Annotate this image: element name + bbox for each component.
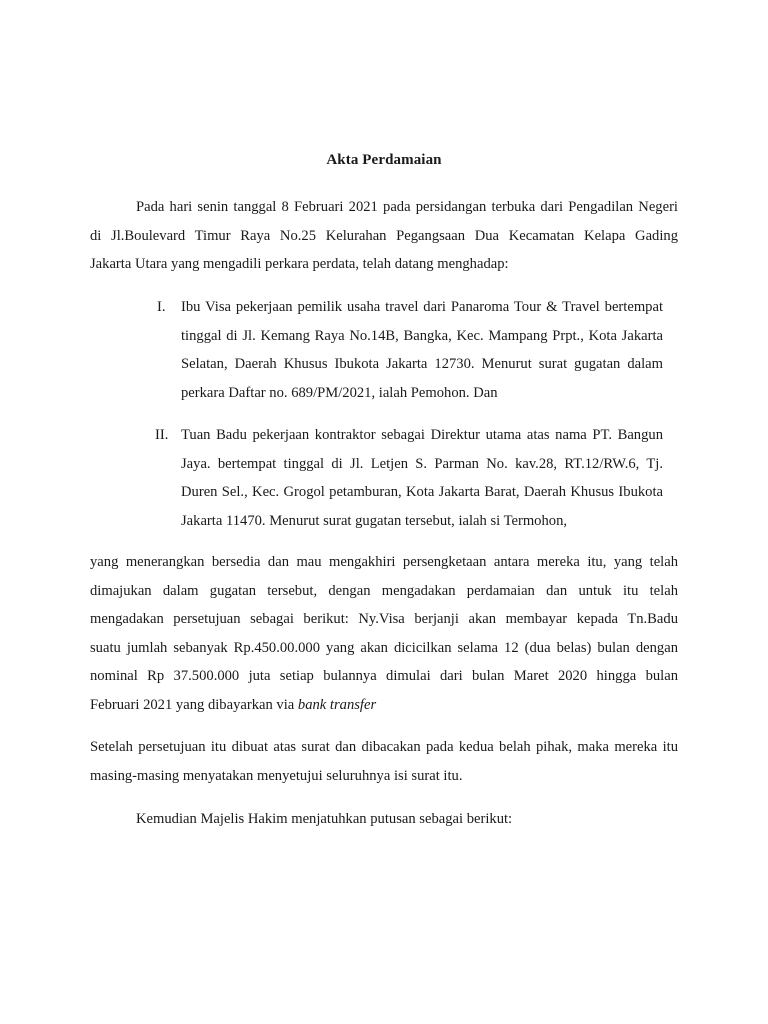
agreement-line: yang menerangkan bersedia dan mau mengakhiri persengketaan antara mereka itu, yang telah bbox=[90, 554, 678, 570]
intro-line: di Jl.Boulevard Timur Raya No.25 Kelurahan Pegangsaan Dua Kecamatan Kelapa Gading bbox=[90, 227, 678, 244]
party-number: I. bbox=[157, 299, 166, 315]
agreement-paragraph bbox=[90, 548, 678, 720]
party-line: Jakarta 11470. Menurut surat gugatan tersebut, ialah si Termohon, bbox=[181, 512, 568, 529]
party-line: perkara Daftar no. 689/PM/2021, ialah Pemohon. Dan bbox=[181, 384, 498, 401]
closing-paragraph bbox=[90, 805, 678, 834]
party-line: Tuan Badu pekerjaan kontraktor sebagai Direktur utama atas nama PT. Bangun bbox=[181, 427, 663, 443]
document-title: Akta Perdamaian bbox=[326, 152, 442, 168]
agreement-last-text: Februari 2021 yang dibayarkan via bbox=[90, 696, 298, 713]
agreement-line-last bbox=[90, 691, 678, 720]
agreement-line: mengadakan persetujuan sebagai berikut: Ny.Visa berjanji akan membayar kepada Tn.Badu bbox=[90, 611, 678, 628]
party-line: Ibu Visa pekerjaan pemilik usaha travel dari Panaroma Tour & Travel bertempat bbox=[181, 299, 663, 315]
approval-line: masing-masing menyatakan menyetujui seluruhnya isi surat itu. bbox=[90, 767, 463, 784]
party-line: Duren Sel., Kec. Grogol petamburan, Kota Jakarta Barat, Daerah Khusus Ibukota bbox=[181, 484, 663, 501]
agreement-line: suatu jumlah sebanyak Rp.450.00.000 yang akan dicicilkan selama 12 (dua belas) bulan dengan bbox=[90, 639, 678, 656]
party-number: II. bbox=[155, 427, 169, 443]
intro-line: Pada hari senin tanggal 8 Februari 2021 pada persidangan terbuka dari Pengadilan Negeri bbox=[136, 199, 678, 215]
party-item-1 bbox=[157, 293, 663, 407]
approval-paragraph bbox=[90, 733, 678, 790]
intro-paragraph bbox=[90, 193, 678, 279]
agreement-line: nominal Rp 37.500.000 juta setiap bulannya dimulai dari bulan Maret 2020 hingga bulan bbox=[90, 668, 678, 685]
closing-line: Kemudian Majelis Hakim menjatuhkan putusan sebagai berikut: bbox=[136, 811, 513, 827]
party-line: tinggal di Jl. Kemang Raya No.14B, Bangka, Kec. Mampang Prpt., Kota Jakarta bbox=[181, 327, 663, 344]
party-line: Selatan, Daerah Khusus Ibukota Jakarta 12730. Menurut surat gugatan dalam bbox=[181, 356, 663, 373]
bank-transfer-text: bank transfer bbox=[297, 696, 377, 713]
party-item-2 bbox=[155, 421, 663, 535]
party-line: Jaya. bertempat tinggal di Jl. Letjen S. Parman No. kav.28, RT.12/RW.6, Tj. bbox=[181, 455, 663, 472]
intro-line: Jakarta Utara yang mengadili perkara perdata, telah datang menghadap: bbox=[90, 256, 509, 273]
approval-line: Setelah persetujuan itu dibuat atas surat dan dibacakan pada kedua belah pihak, maka mereka itu bbox=[90, 739, 678, 755]
agreement-line: dimajukan dalam gugatan tersebut, dengan mengadakan perdamaian dan untuk itu telah bbox=[90, 582, 678, 599]
